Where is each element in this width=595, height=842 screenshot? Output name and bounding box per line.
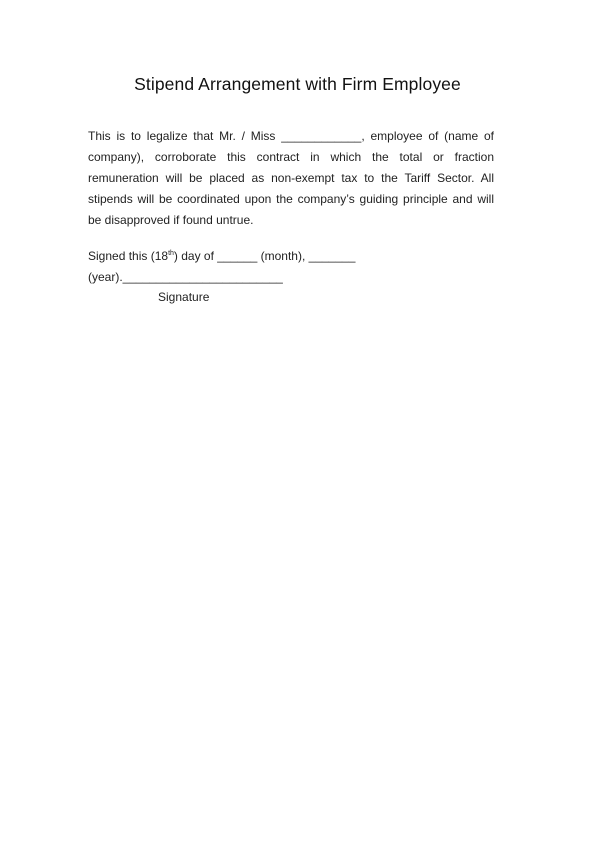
signature-label: Signature [158,290,210,304]
signed-date-line [88,246,388,288]
document-title: Stipend Arrangement with Firm Employee [134,74,461,94]
signed-line-rest: ) day of ______ (month), _______ [173,249,356,263]
contract-paragraph: This is to legalize that Mr. / Miss ____________, employee of (name of company), corroborate this contract in which the total or fraction remuneration will be placed as non-exempt tax to the Tariff Sector. All stipends will be coordinated upon the company’s guiding principle and will be disapproved if found untrue. [88,129,494,227]
signed-ordinal: th [168,250,174,257]
signed-prefix: Signed this (18 [88,249,169,263]
signed-year-line: (year).________________________ [88,270,283,284]
